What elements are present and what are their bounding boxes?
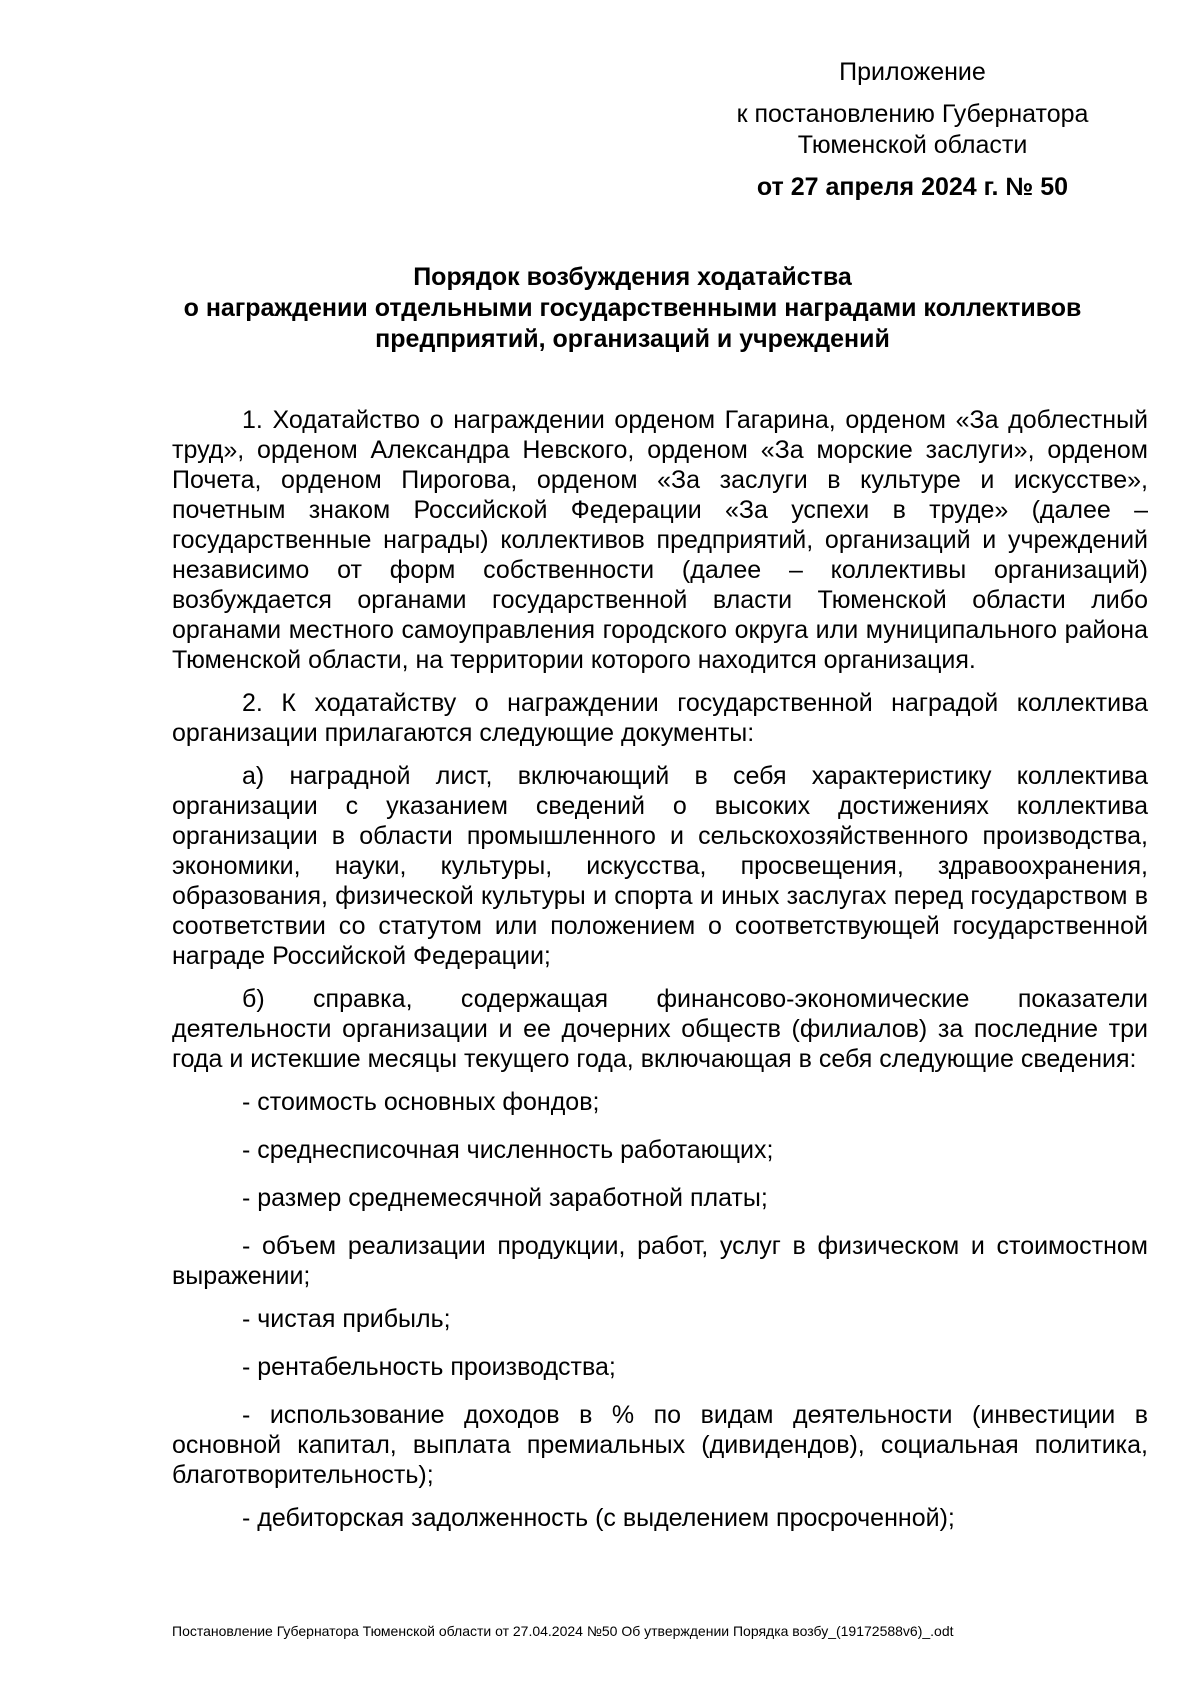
list-item-income-use: - использование доходов в % по видам деятельности (инвестиции в основной капитал, выплата премиальных (дивидендов), социальная политика, благотворительность); — [172, 1401, 1148, 1489]
title-line-3: предприятий, организаций и учреждений — [375, 325, 890, 353]
list-item-sales-volume: - объем реализации продукции, работ, услуг в физическом и стоимостном выражении; — [172, 1232, 1148, 1290]
page-footer: Постановление Губернатора Тюменской области от 27.04.2024 №50 Об утверждении Порядка возбу_(19172588v6)_.odt — [172, 1623, 954, 1639]
appendix-reference: к постановлению Губернатора — [736, 100, 1089, 128]
paragraph-a: а) наградной лист, включающий в себя характеристику коллектива организации с указанием сведений о высоких достижениях коллектива организации в области промышленного и сельскохозяйственного производства, экономики, науки, культуры, искусства, просвещения, здравоохранения, образования, физической культуры и спорта и иных заслугах перед государством в соответствии со статутом или положением о соответствующей государственной награде Российской Федерации; — [172, 762, 1148, 970]
title-line-2: о награждении отдельными государственными наградами коллективов — [183, 294, 1082, 322]
list-item-profitability: - рентабельность производства; — [242, 1353, 616, 1381]
document-title — [150, 262, 1115, 355]
paragraph-2: 2. К ходатайству о награждении государственной наградой коллектива организации прилагаются следующие документы: — [172, 689, 1148, 747]
list-item-fixed-assets: - стоимость основных фондов; — [242, 1088, 600, 1116]
list-item-receivables: - дебиторская задолженность (с выделением просроченной); — [242, 1504, 955, 1532]
document-body — [172, 405, 1148, 1551]
list-item-net-profit: - чистая прибыль; — [242, 1305, 451, 1333]
paragraph-b: б) справка, содержащая финансово-экономические показатели деятельности организации и ее дочерних обществ (филиалов) за последние три года и истекшие месяцы текущего года, включающая в себя следующие сведения: — [172, 985, 1148, 1073]
appendix-region: Тюменской области — [797, 131, 1028, 159]
appendix-label: Приложение — [839, 58, 986, 86]
paragraph-1: 1. Ходатайство о награждении орденом Гагарина, орденом «За доблестный труд», орденом Александра Невского, орденом «За морские заслуги», орденом Почета, орденом Пирогова, орденом «За заслуги в культуре и искусстве», почетным знаком Российской Федерации «За успехи в труде» (далее – государственные награды) коллективов предприятий, организаций и учреждений независимо от форм собственности (далее – коллективы организаций) возбуждается органами государственной власти Тюменской области либо органами местного самоуправления городского округа или муниципального района Тюменской области, на территории которого находится организация. — [172, 406, 1148, 674]
title-line-1: Порядок возбуждения ходатайства — [413, 263, 852, 291]
list-item-headcount: - среднесписочная численность работающих; — [242, 1136, 774, 1164]
list-item-salary: - размер среднемесячной заработной платы; — [242, 1184, 768, 1212]
appendix-date-number: от 27 апреля 2024 г. № 50 — [756, 173, 1069, 201]
